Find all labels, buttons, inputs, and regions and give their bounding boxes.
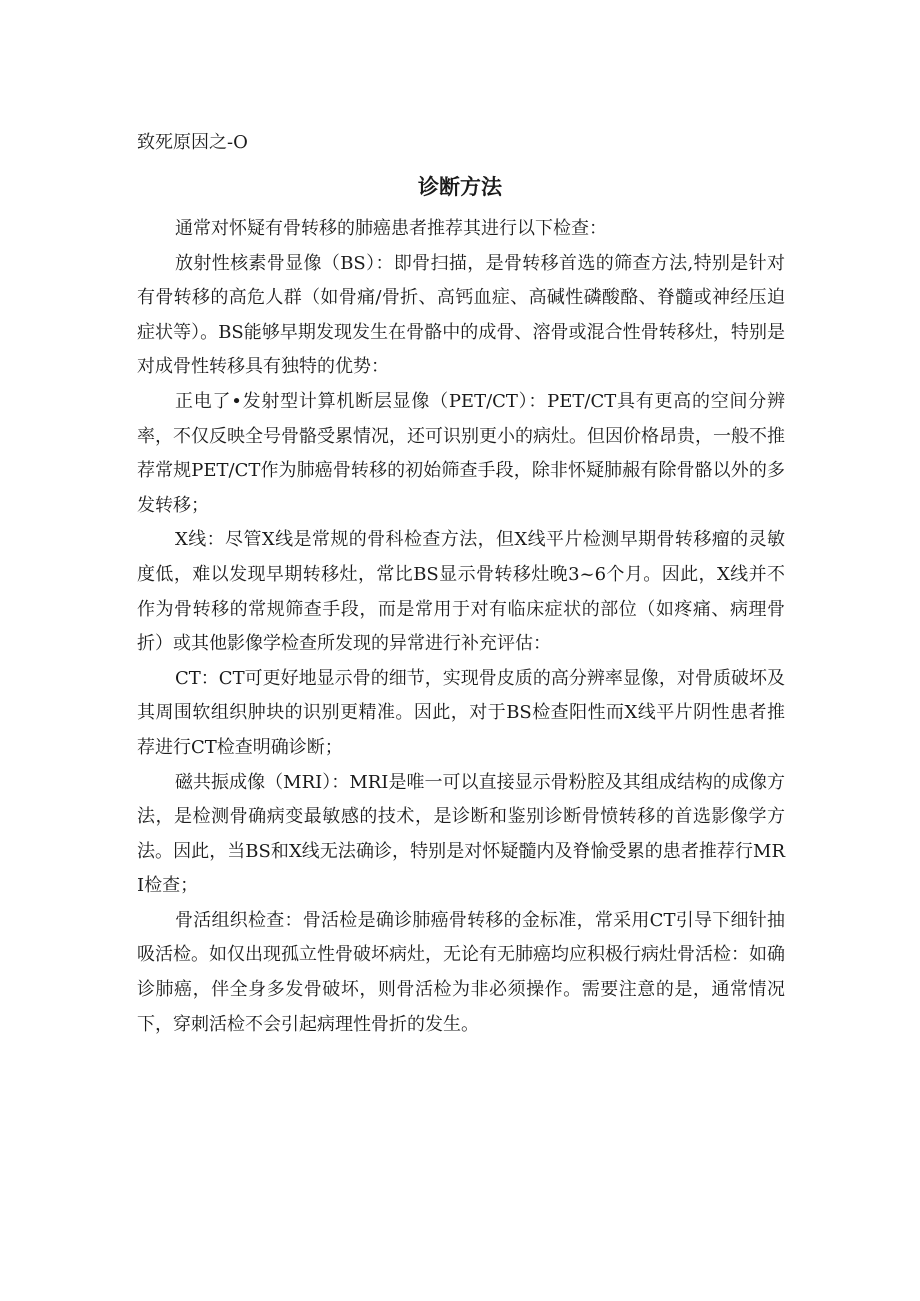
paragraph-biopsy: 骨活组织检查：骨活检是确诊肺癌骨转移的金标准，常采用CT引导下细针抽吸活检。如仅出现孤立性骨破坏病灶，无论有无肺癌均应积极行病灶骨活检：如确诊肺癌，伴全身多发骨破坏，则骨活检为非必须操作。需要注意的是，通常情况下，穿刺活检不会引起病理性骨折的发生。: [137, 909, 785, 1035]
paragraph-bone-scan: 放射性核素骨显像（BS）：即骨扫描，是骨转移首选的筛查方法,特别是针对有骨转移的高危人群（如骨痛/骨折、高钙血症、高碱性磷酸酪、脊髓或神经压迫症状等）。BS能够早期发现发生在骨骼中的成骨、溶骨或混合性骨转移灶，特别是对成骨性转移具有独特的优势：: [137, 252, 785, 378]
document-body: [137, 212, 785, 1042]
paragraph-mri: 磁共振成像（MRI）：MRI是唯一可以直接显示骨粉腔及其组成结构的成像方法，是检测骨确病变最敏感的技术，是诊断和鉴别诊断骨愤转移的首选影像学方法。因此，当BS和X线无法确诊，特别是对怀疑髓内及脊愉受累的患者推荐行MRI检查；: [137, 771, 785, 897]
section-title: 诊断方法: [418, 175, 502, 199]
paragraph-x-ray: X线：尽管X线是常规的骨科检查方法，但X线平片检测早期骨转移瘤的灵敏度低，难以发现早期转移灶，常比BS显示骨转移灶晚3~6个月。因此，X线并不作为骨转移的常规筛查手段，而是常用于对有临床症状的部位（如疼痛、病理骨折）或其他影像学检查所发现的异常进行补充评估：: [137, 529, 785, 655]
paragraph-pet-ct: 正电了•发射型计算机断层显像（PET/CT）：PET/CT具有更高的空间分辨率，不仅反映全号骨骼受累情况，还可识别更小的病灶。但因价格昂贵，一般不推荐常规PET/CT作为肺癌骨转移的初始筛查手段，除非怀疑肺赧有除骨骼以外的多发转移；: [137, 390, 785, 516]
paragraph-ct: CT：CT可更好地显示骨的细节，实现骨皮质的高分辨率显像，对骨质破坏及其周围软组织肿块的识别更精准。因此，对于BS检查阳性而X线平片阴性患者推荐进行CT检查明确诊断；: [137, 667, 785, 758]
paragraph-intro: 通常对怀疑有骨转移的肺癌患者推荐其进行以下检查：: [175, 218, 607, 239]
lead-line: 致死原因之-O: [137, 132, 248, 153]
